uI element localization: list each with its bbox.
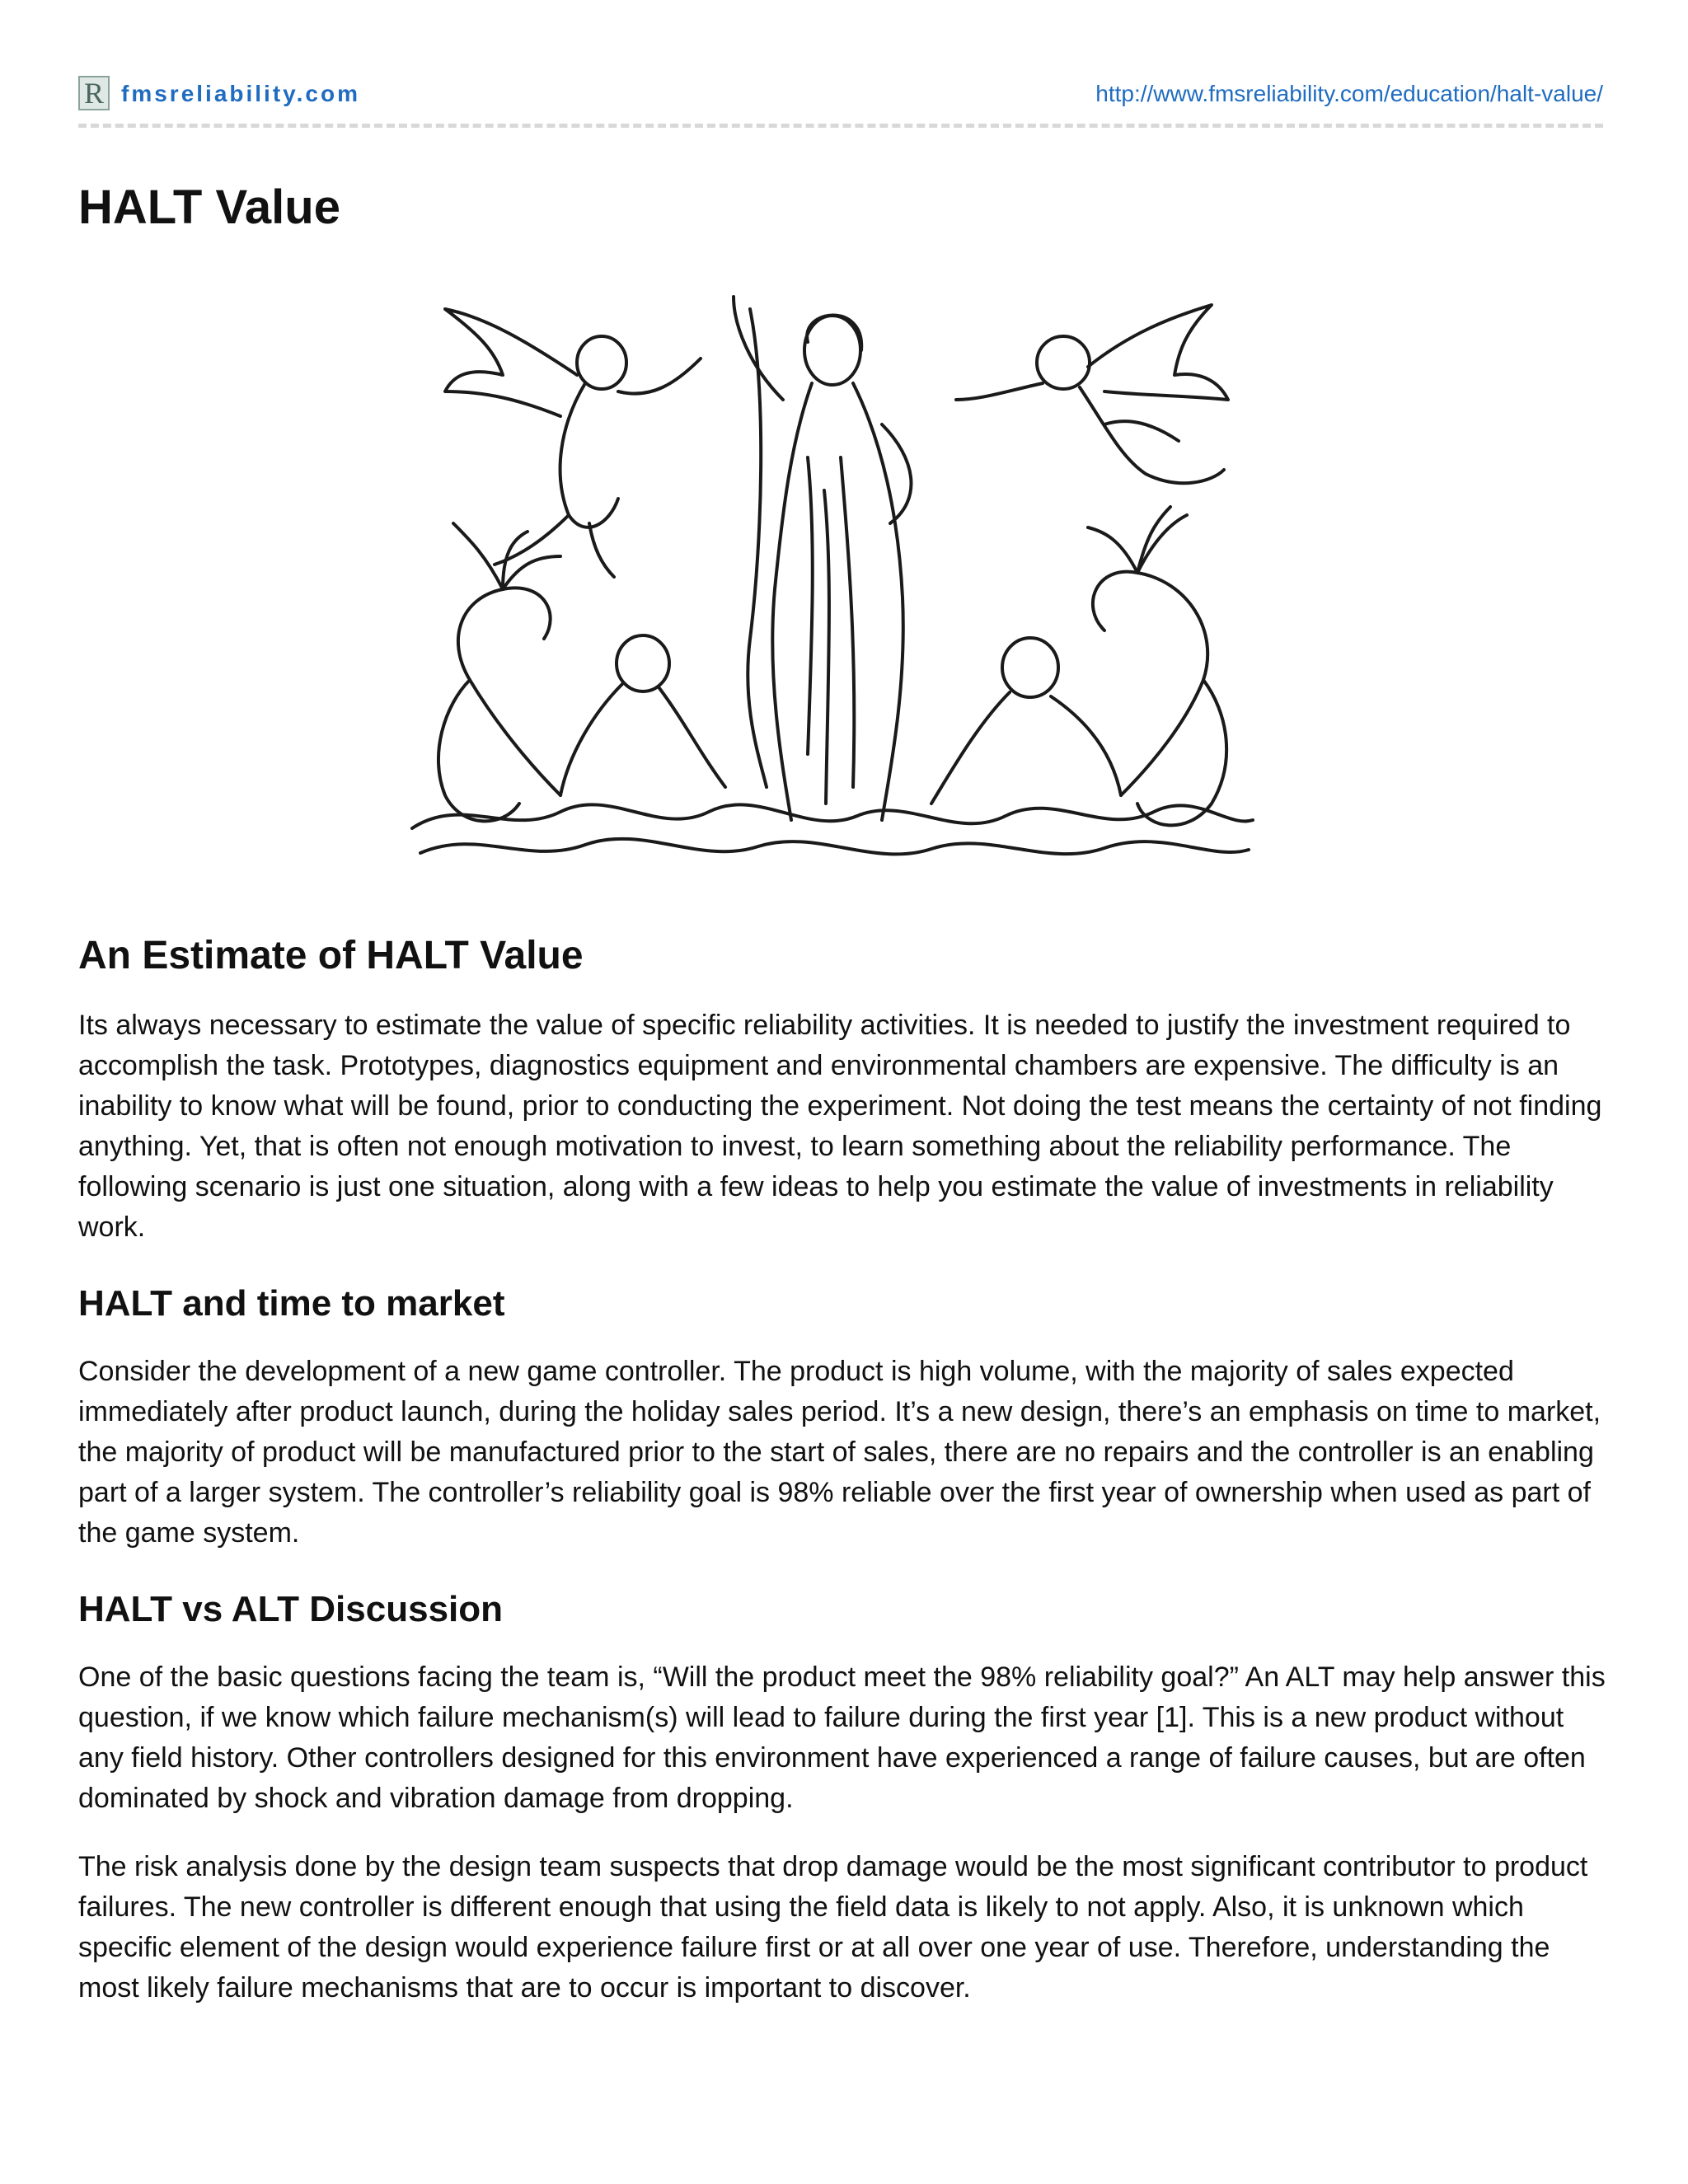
section-heading-estimate: An Estimate of HALT Value (78, 934, 584, 977)
section-heading-halt-vs-alt: HALT vs ALT Discussion (78, 1589, 504, 1629)
site-logo-icon[interactable]: R (78, 76, 110, 110)
article-body (78, 931, 1611, 2008)
page-title: HALT Value (78, 180, 340, 234)
paragraph-halt-vs-alt-1: One of the basic questions facing the team is, “Will the product meet the 98% reliability goal?” An ALT may help answer this question, if we know which failure mechanism(s) will lead to failure during the first year [1]. This is a new product without any field history. Other controllers designed for this environment have experienced a range of failure causes, but are often dominated by shock and vibration damage from dropping. (78, 1661, 1606, 1814)
paragraph-estimate: Its always necessary to estimate the value of specific reliability activities. It is needed to justify the investment required to accomplish the task. Prototypes, diagnostics equipment and environmental chambers are expensive. The difficulty is an inability to know what will be found, prior to conducting the experiment. Not doing the test means the certainty of not finding anything. Yet, that is often not enough motivation to invest, to learn something about the reliability performance. The following scenario is just one situation, along with a few ideas to help you estimate the value of investments in reliability work. (78, 1010, 1602, 1243)
section-heading-time-to-market: HALT and time to market (78, 1283, 505, 1324)
page-header (78, 76, 1603, 112)
engraving-venus-with-cherubs-and-tritons-icon (396, 293, 1269, 874)
paragraph-halt-vs-alt-2: The risk analysis done by the design team suspects that drop damage would be the most significant contributor to product failures. The new controller is different enough that using the field data is likely to not apply. Also, it is unknown which specific element of the design would experience failure first or at all over one year of use. Therefore, understanding the most likely failure mechanisms that are to occur is important to discover. (78, 1851, 1588, 2004)
site-name-link[interactable]: fmsreliability.com (121, 81, 361, 106)
paragraph-time-to-market: Consider the development of a new game controller. The product is high volume, with the majority of sales expected immediately after product launch, during the holiday sales period. It’s a new design, there’s an emphasis on time to market, the majority of product will be manufactured prior to the start of sales, there are no repairs and the controller is an enabling part of a larger system. The controller’s reliability goal is 98% reliable over the first year of ownership when used as part of the game system. (78, 1356, 1601, 1549)
header-divider (78, 124, 1603, 128)
page-url-link[interactable]: http://www.fmsreliability.com/education/halt-value/ (1095, 81, 1603, 106)
